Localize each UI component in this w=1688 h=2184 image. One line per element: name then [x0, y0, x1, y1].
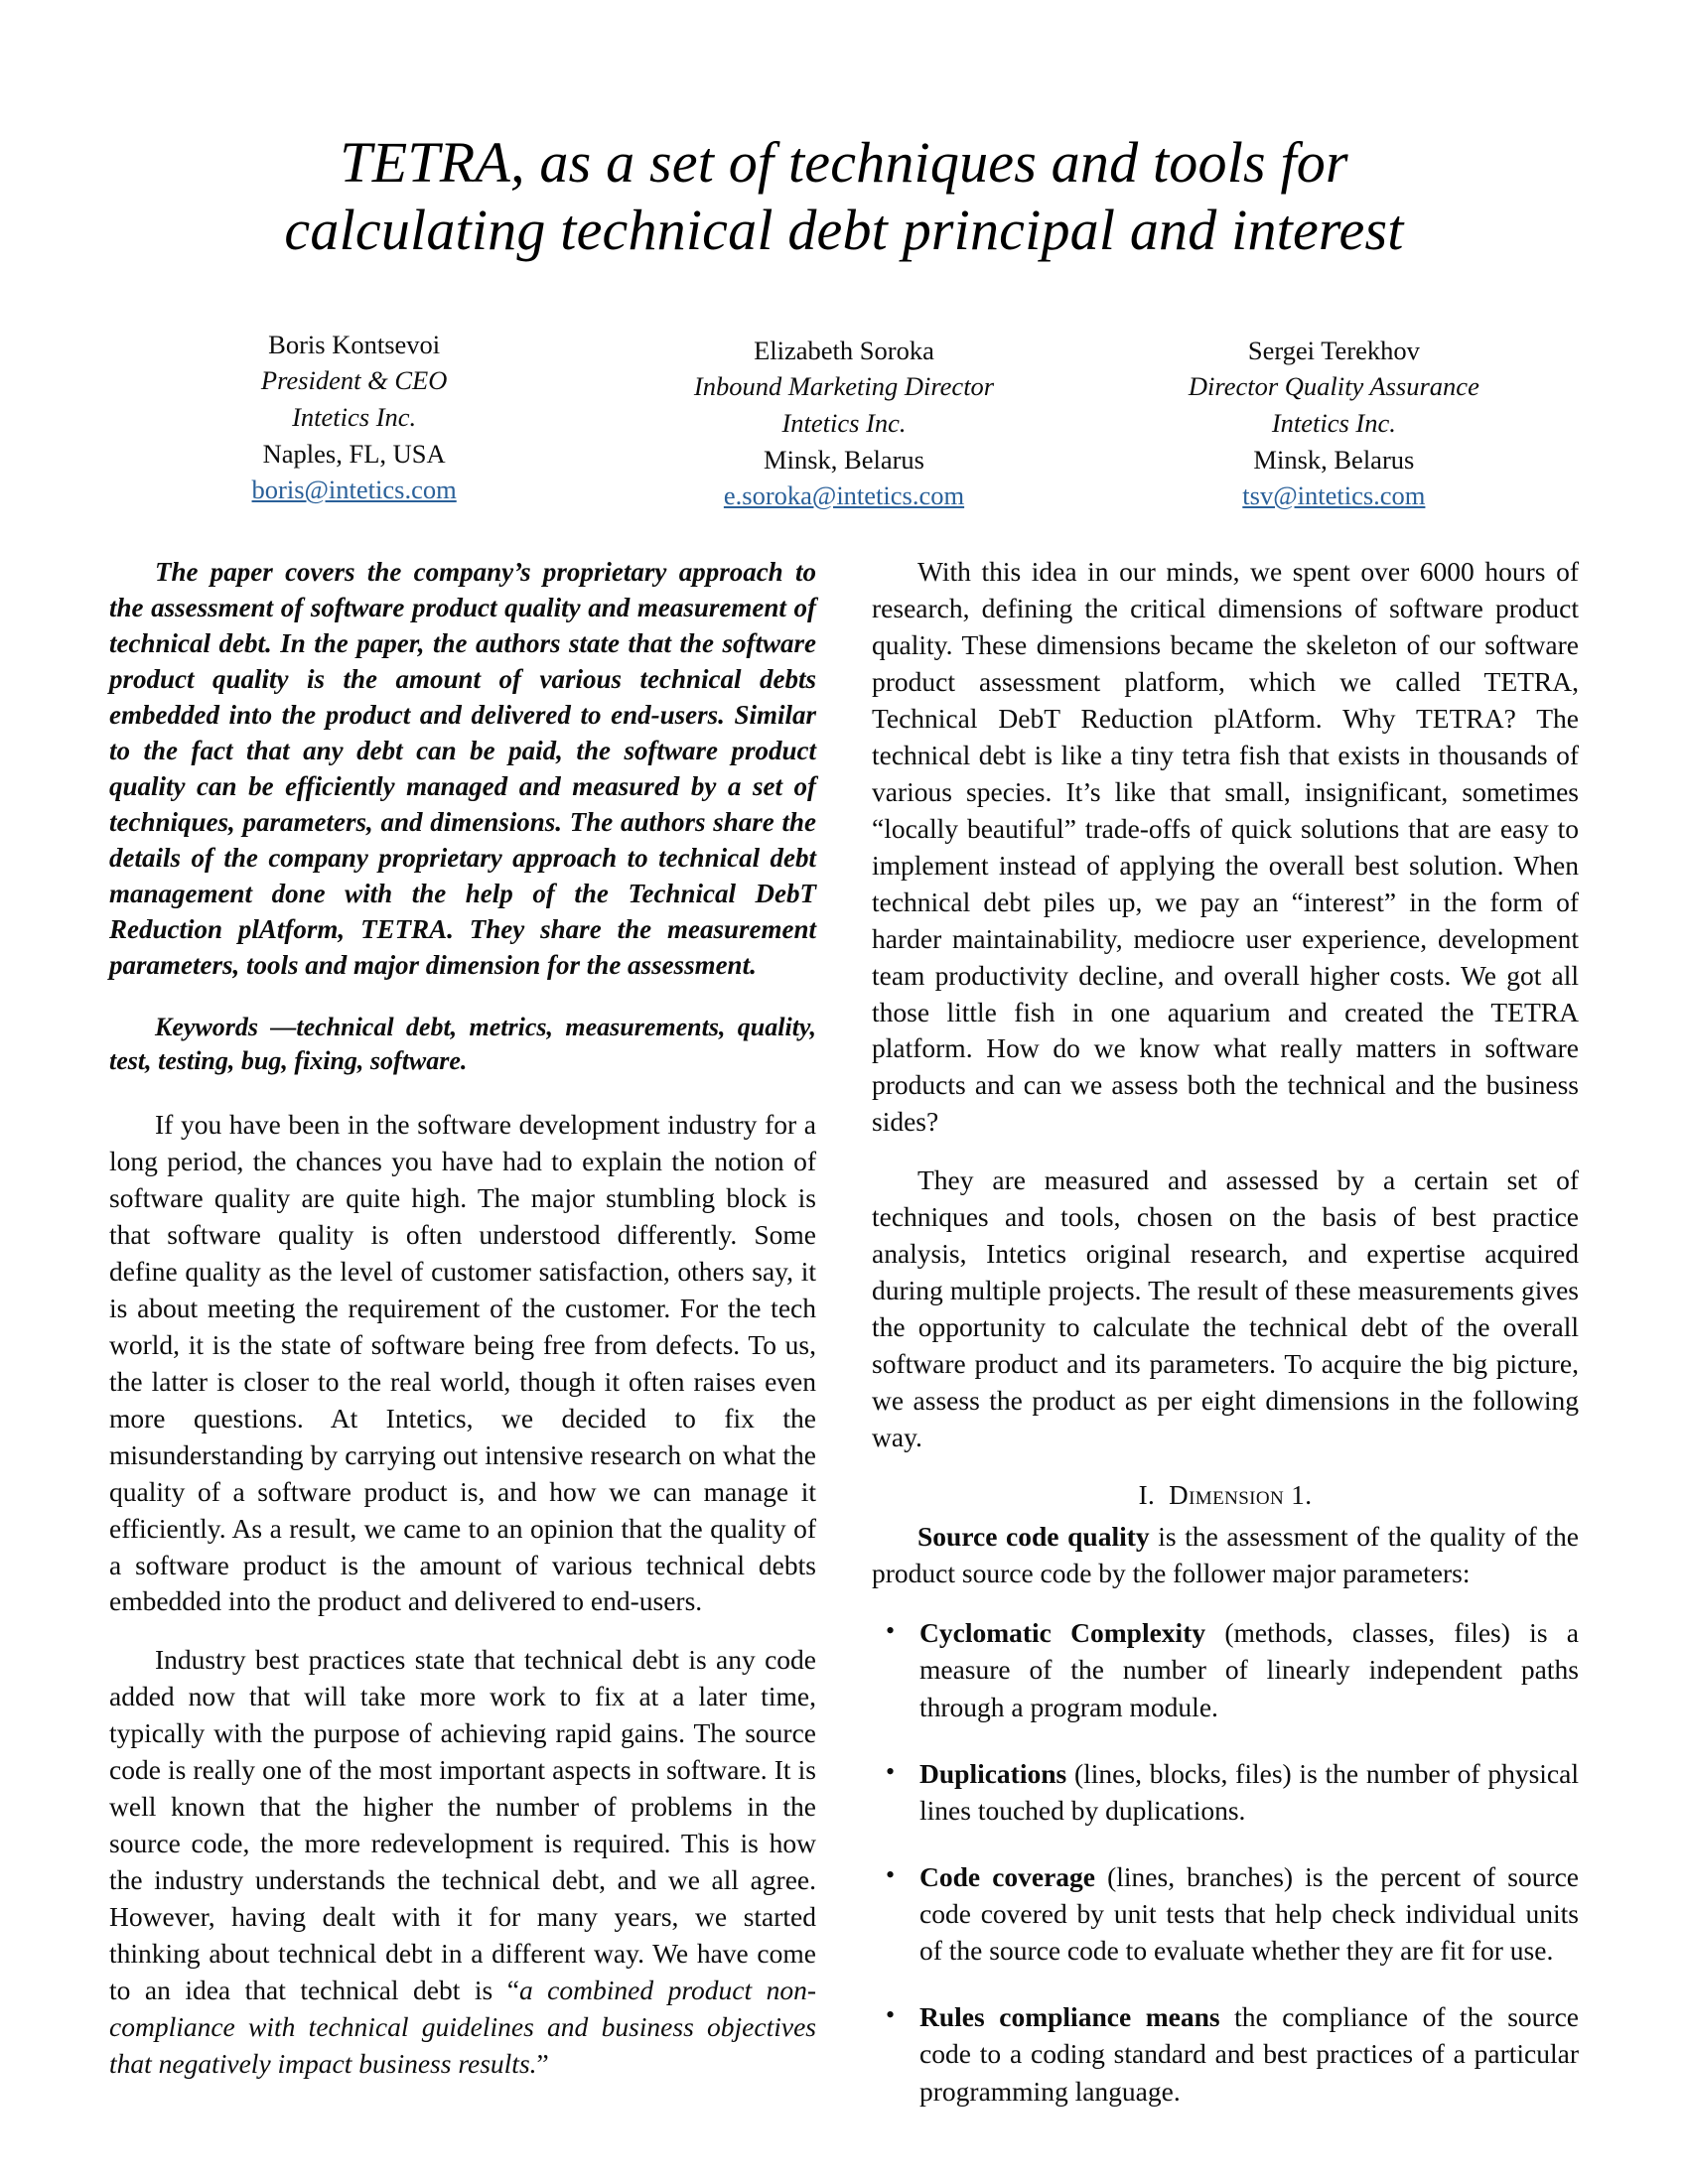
bullet-2-term: Duplications [919, 1757, 1067, 1789]
author-3-name: Sergei Terekhov [1247, 335, 1420, 365]
list-item [872, 1858, 1579, 1969]
bullet-1-term: Cyclomatic Complexity [919, 1617, 1206, 1649]
abstract-paragraph: The paper covers the company’s proprietary approach to the assessment of software product quality and measurement of technical debt. In the paper, the authors state that the software product quality is the amount of various technical debts embedded into the product and delivered to end-users. Similar to the fact that any debt can be paid, the software product quality can be efficiently managed and measured by a set of techniques, parameters, and dimensions. The authors share the details of the company proprietary approach to technical debt management done with the help of the Technical DebT Reduction plAtform, TETRA. They share the measurement parameters, tools and major dimension for the assessment. [109, 556, 816, 981]
title-line-1: TETRA, as a set of techniques and tools for [340, 130, 1348, 195]
section-lead-rest: is the assessment of the quality of the product source code by the follower major parameters: [872, 1521, 1579, 1589]
list-item [872, 1614, 1579, 1724]
bullet-2-text: (lines, blocks, files) is the number of physical lines touched by duplications. [919, 1757, 1579, 1826]
section-heading-dimension-1 [872, 1480, 1579, 1511]
author-2-company: Intetics Inc. [781, 408, 907, 438]
title-line-2: calculating technical debt principal and interest [284, 198, 1404, 263]
bullet-3-text: (lines, branches) is the percent of source code covered by unit tests that help check individual units of the source code to evaluate whether they are fit for use. [919, 1860, 1580, 1967]
left-paragraph-2-text: Industry best practices state that technical debt is any code added now that will take more work to fix at a later time, typically with the purpose of achieving rapid gains. The source code is really one of the most important aspects in software. It is well known that the higher the number of problems in the source code, the more redevelopment is required. This is how the industry understands the technical debt, and we all agree. However, having dealt with it for many years, we started thinking about technical debt in a different way. We have come to an idea that technical debt is “ [109, 1644, 816, 2006]
bullet-4-term: Rules compliance means [919, 2001, 1220, 2033]
author-3 [1089, 327, 1579, 514]
left-column [109, 554, 816, 2139]
author-3-city: Minsk, Belarus [1253, 444, 1415, 475]
keywords-text: technical debt, metrics, measurements, quality, test, testing, bug, fixing, software. [109, 1013, 817, 1076]
list-item [872, 1755, 1579, 1829]
right-column [872, 554, 1579, 2139]
left-paragraph-1: If you have been in the software development industry for a long period, the chances you have had to explain the notion of software quality are quite high. The major stumbling block is that software quality is often understood differently. Some define quality as the level of customer satisfaction, others say, it is about meeting the requirement of the customer. For the tech world, it is the state of software being free from defects. To us, the latter is closer to the real world, though it often raises even more questions. At Intetics, we decided to fix the misunderstanding by carrying out intensive research on what the quality of a software product is, and how we can manage it efficiently. As a result, we came to an opinion that the quality of a software product is the amount of various technical debts embedded into the product and delivered to end-users. [109, 1108, 816, 1617]
bullet-1-text: (methods, classes, files) is a measure of the number of linearly independent paths through a program module. [919, 1617, 1580, 1722]
author-1-role: President & CEO [260, 365, 448, 396]
parameters-bullet-list [872, 1614, 1579, 2109]
section-numeral: I. [1138, 1480, 1156, 1511]
author-3-email-link[interactable]: tsv@intetics.com [1242, 480, 1426, 511]
title-block [169, 0, 1519, 265]
author-2-email-link[interactable]: e.soroka@intetics.com [723, 480, 965, 511]
author-1-name: Boris Kontsevoi [268, 329, 441, 359]
author-1-city: Naples, FL, USA [262, 438, 446, 469]
right-paragraph-1: With this idea in our minds, we spent over 6000 hours of research, defining the critical dimensions of software product quality. These dimensions became the skeleton of our software product assessment platform, which we called TETRA, Technical DebT Reduction plAtform. Why TETRA? The technical debt is like a tiny tetra fish that exists in thousands of various species. It’s like that small, insignificant, sometimes “locally beautiful” trade-offs of quick solutions that are easy to implement instead of applying the overall best solution. When technical debt piles up, we pay an “interest” in the form of harder maintainability, mediocre user experience, development team productivity decline, and overall higher costs. We got all those little fish in one aquarium and created the TETRA platform. How do we know what really matters in software products and can we assess both the technical and the business sides? [872, 555, 1579, 1138]
author-2-name: Elizabeth Soroka [754, 335, 934, 365]
section-title: Dimension 1. [1169, 1480, 1313, 1511]
author-1 [109, 327, 599, 508]
author-block [109, 265, 1579, 514]
bullet-3-term: Code coverage [919, 1860, 1096, 1892]
author-1-email-link[interactable]: boris@intetics.com [251, 475, 457, 505]
body-columns [109, 514, 1579, 2139]
technical-debt-definition-quote: a combined product non-compliance with technical guidelines and business objectives that negatively impact business results. [109, 1975, 816, 2080]
author-2 [599, 327, 1088, 514]
page-title [169, 129, 1519, 265]
left-paragraph-2-closing-quote: ” [536, 2048, 549, 2080]
bullet-4-text: the compliance of the source code to a coding standard and best practices of a particular programming language. [919, 2001, 1579, 2107]
list-item [872, 1998, 1579, 2109]
author-1-company: Intetics Inc. [292, 402, 417, 432]
author-2-city: Minsk, Belarus [764, 444, 924, 475]
author-3-company: Intetics Inc. [1271, 408, 1396, 438]
section-lead-paragraph [872, 1519, 1579, 1592]
keywords-paragraph [109, 1011, 816, 1079]
section-lead-bold-term: Source code quality [917, 1521, 1150, 1553]
left-paragraph-2 [109, 1642, 816, 2083]
right-paragraph-2: They are measured and assessed by a certain set of techniques and tools, chosen on the basis of best practice analysis, Intetics original research, and expertise acquired during multiple projects. The result of these measurements gives the opportunity to calculate the technical debt of the overall software product and its parameters. To acquire the big picture, we assess the product as per eight dimensions in the following way. [872, 1164, 1579, 1453]
keywords-label: Keywords — [155, 1013, 297, 1042]
author-2-role: Inbound Marketing Director [693, 371, 995, 402]
author-3-role: Director Quality Assurance [1188, 371, 1479, 402]
